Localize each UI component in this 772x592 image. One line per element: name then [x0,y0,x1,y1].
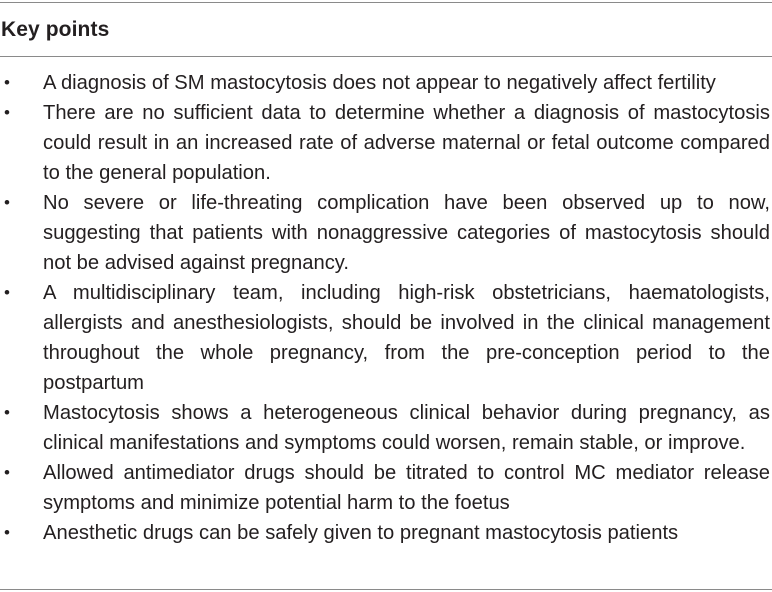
point-text: Allowed antimediator drugs should be titrated to control MC mediator release symptoms and minimize potential harm to the foetus [43,462,770,514]
heading-rule [0,56,772,57]
list-item [0,278,772,398]
bottom-rule [0,589,772,590]
bullet-icon: • [4,283,10,302]
point-text: Mastocytosis shows a heterogeneous clinical behavior during pregnancy, as clinical manifestations and symptoms could worsen, remain stable, or improve. [43,402,770,454]
point-text: No severe or life-threating complication have been observed up to now, suggesting that patients with nonaggressive categories of mastocytosis should not be advised against pregnancy. [43,192,770,274]
list-item [0,398,772,458]
list-item [0,188,772,278]
bullet-icon: • [4,73,10,92]
bullet-icon: • [4,403,10,422]
key-points-heading: Key points [1,18,110,41]
list-item [0,98,772,188]
key-points-list [0,68,772,548]
bullet-icon: • [4,523,10,542]
list-item [0,518,772,548]
top-rule [0,2,772,3]
point-text: Anesthetic drugs can be safely given to pregnant mastocytosis patients [43,522,679,544]
point-text: There are no sufficient data to determine whether a diagnosis of mastocytosis could result in an increased rate of adverse maternal or fetal outcome compared to the general population. [43,102,770,184]
list-item [0,458,772,518]
list-item [0,68,772,98]
bullet-icon: • [4,463,10,482]
point-text: A multidisciplinary team, including high-risk obstetricians, haematologists, allergists and anesthesiologists, should be involved in the clinical management throughout the whole pregnancy, from the pre-conception period to the postpartum [43,282,770,394]
point-text: A diagnosis of SM mastocytosis does not appear to negatively affect fertility [43,72,716,94]
bullet-icon: • [4,193,10,212]
bullet-icon: • [4,103,10,122]
